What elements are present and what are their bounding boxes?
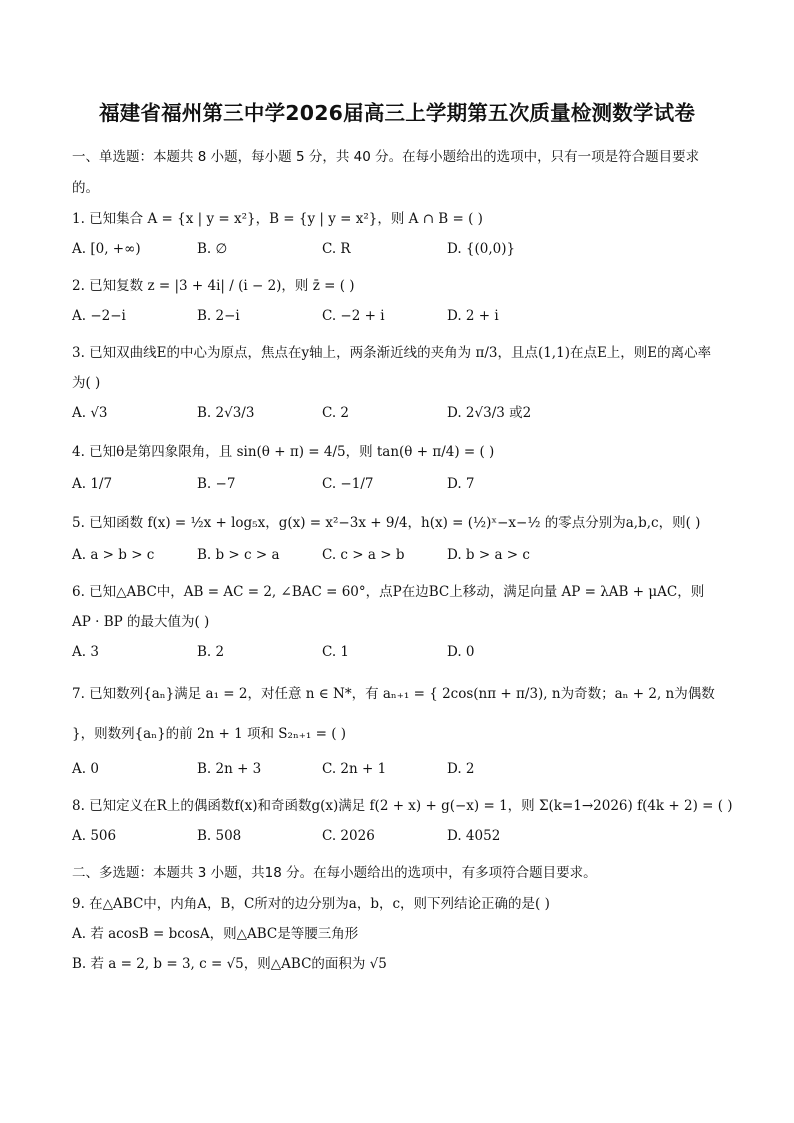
option-a: A. √3 [72, 405, 108, 421]
question-3-options [72, 398, 722, 428]
option-a: A. −2−i [72, 308, 126, 324]
option-a: A. 3 [72, 644, 99, 660]
option-a: A. 506 [72, 828, 117, 844]
question-8-stem: 8. 已知定义在R上的偶函数f(x)和奇函数g(x)满足 f(2 + x) + g(−x) = 1，则 Σ(k=1→2026) f(4k + 2) = ( ) [72, 798, 733, 814]
question-5-options [72, 540, 722, 570]
option-b: B. 2n + 3 [197, 761, 262, 777]
question-2-options [72, 301, 722, 331]
option-b: B. 508 [197, 828, 242, 844]
option-b: B. 2 [197, 644, 225, 660]
question-4-stem: 4. 已知θ是第四象限角，且 sin(θ + π) = 4/5，则 tan(θ + π/4) = ( ) [72, 444, 495, 460]
question-5-stem: 5. 已知函数 f(x) = ½x + log₅x，g(x) = x²−3x + 9/4，h(x) = (½)ˣ−x−½ 的零点分别为a,b,c，则( ) [72, 515, 701, 531]
question-9-option-b: B. 若 a = 2, b = 3, c = √5，则△ABC的面积为 √5 [72, 956, 387, 972]
exam-page [72, 96, 733, 979]
question-9-option-a: A. 若 acosB = bcosA，则△ABC是等腰三角形 [72, 926, 359, 942]
exam-title: 福建省福州第三中学2026届高三上学期第五次质量检测数学试卷 [98, 101, 696, 125]
option-c: C. 2n + 1 [322, 761, 387, 777]
question-3-stem: 3. 已知双曲线E的中心为原点，焦点在y轴上，两条渐近线的夹角为 π/3，且点(1,1)在点E上，则E的离心率为( ) [72, 345, 712, 391]
question-1-stem: 1. 已知集合 A = {x | y = x²}，B = {y | y = x²}，则 A ∩ B = ( ) [72, 211, 483, 227]
question-6-options [72, 637, 722, 667]
question-1-options [72, 234, 722, 264]
option-d: D. 2 [447, 761, 475, 777]
question-7-options [72, 754, 722, 784]
option-a: A. 0 [72, 761, 99, 777]
option-c: C. 2026 [322, 828, 375, 844]
section-multiple-choice: 二、多选题：本题共 3 小题，共18 分。在每小题给出的选项中，有多项符合题目要求。 [72, 865, 597, 881]
option-d: D. 4052 [447, 828, 501, 844]
option-b: B. 2√3/3 [197, 405, 255, 421]
option-c: C. 1 [322, 644, 350, 660]
option-a: A. a > b > c [72, 547, 155, 563]
option-a: A. 1/7 [72, 476, 113, 492]
question-4-options [72, 469, 722, 499]
option-c: C. 2 [322, 405, 350, 421]
option-a: A. [0, +∞) [72, 241, 141, 257]
option-b: B. 2−i [197, 308, 240, 324]
question-2-stem: 2. 已知复数 z = |3 + 4i| / (i − 2)，则 z̄ = ( ) [72, 278, 355, 294]
option-c: C. −1/7 [322, 476, 374, 492]
option-d: D. {(0,0)} [447, 241, 516, 257]
option-c: C. c > a > b [322, 547, 405, 563]
question-7-stem: 7. 已知数列{aₙ}满足 a₁ = 2，对任意 n ∈ N*，有 aₙ₊₁ = { 2cos(nπ + π/3), n为奇数；aₙ + 2, n为偶数 }，则数列{aₙ}的前 2n + 1 项和 S₂ₙ₊₁ = ( ) [72, 686, 715, 742]
option-b: B. ∅ [197, 241, 228, 257]
section-single-choice: 一、单选题：本题共 8 小题，每小题 5 分，共 40 分。在每小题给出的选项中，只有一项是符合题目要求的。 [72, 149, 700, 196]
question-9-stem: 9. 在△ABC中，内角A，B，C所对的边分别为a，b，c，则下列结论正确的是( ) [72, 896, 550, 912]
option-d: D. 7 [447, 476, 475, 492]
option-d: D. b > a > c [447, 547, 530, 563]
option-c: C. −2 + i [322, 308, 385, 324]
option-d: D. 2 + i [447, 308, 499, 324]
option-d: D. 2√3/3 或2 [447, 405, 532, 421]
question-8-options [72, 821, 722, 851]
option-b: B. −7 [197, 476, 236, 492]
option-c: C. R [322, 241, 351, 257]
question-6-stem: 6. 已知△ABC中，AB = AC = 2, ∠BAC = 60°，点P在边BC上移动，满足向量 AP = λAB + μAC，则 AP · BP 的最大值为( ) [72, 584, 705, 630]
option-d: D. 0 [447, 644, 475, 660]
option-b: B. b > c > a [197, 547, 280, 563]
